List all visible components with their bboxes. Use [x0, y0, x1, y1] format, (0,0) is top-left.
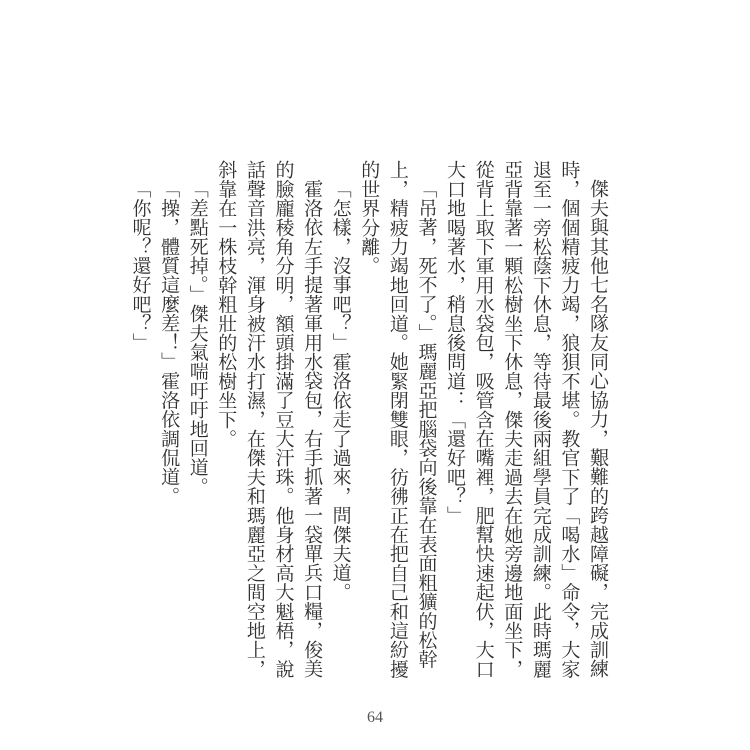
paragraph-6: 「操，體質這麼差！」霍洛依調侃道。 [158, 179, 181, 506]
paragraph-3: 「怎樣，沒事吧？」霍洛依走了過來，問傑夫道。 [329, 179, 352, 602]
paragraph-5: 「差點死掉。」傑夫氣喘吁吁地回道。 [186, 179, 209, 496]
page-number: 64 [367, 709, 383, 726]
paragraph-7: 「你呢？還好吧？」 [129, 179, 152, 352]
paragraph-1: 傑夫與其他七名隊友同心協力，艱難的跨越障礙，完成訓練時，個個精疲力竭，狼狽不堪。教官下了「喝水」命令，大家退至一旁松蔭下休息，等待最後兩組學員完成訓練。此時瑪麗亞背靠著一顆松樹坐下休息，傑夫走過去在她旁邊地面坐下，從背上取下軍用水袋包，吸管含在嘴裡，肥幫快速起伏，大口大口地喝著水，稍息後問道：「還好吧？」 [444, 160, 609, 679]
vertical-text-body [122, 160, 612, 680]
paragraph-2: 「吊著，死不了。」瑪麗亞把腦袋向後靠在表面粗獷的松幹上，精疲力竭地回道。她緊閉雙眼，彷彿正在把自己和這紛擾的世界分離。 [358, 160, 438, 679]
paragraph-4: 霍洛依左手提著軍用水袋包，右手抓著一袋單兵口糧，俊美的臉龐稜角分明，額頭掛滿了豆大汗珠。他身材高大魁梧，說話聲音洪亮，渾身被汗水打濕，在傑夫和瑪麗亞之間空地上，斜靠在一株枝幹粗壯的松樹坐下。 [215, 160, 324, 679]
